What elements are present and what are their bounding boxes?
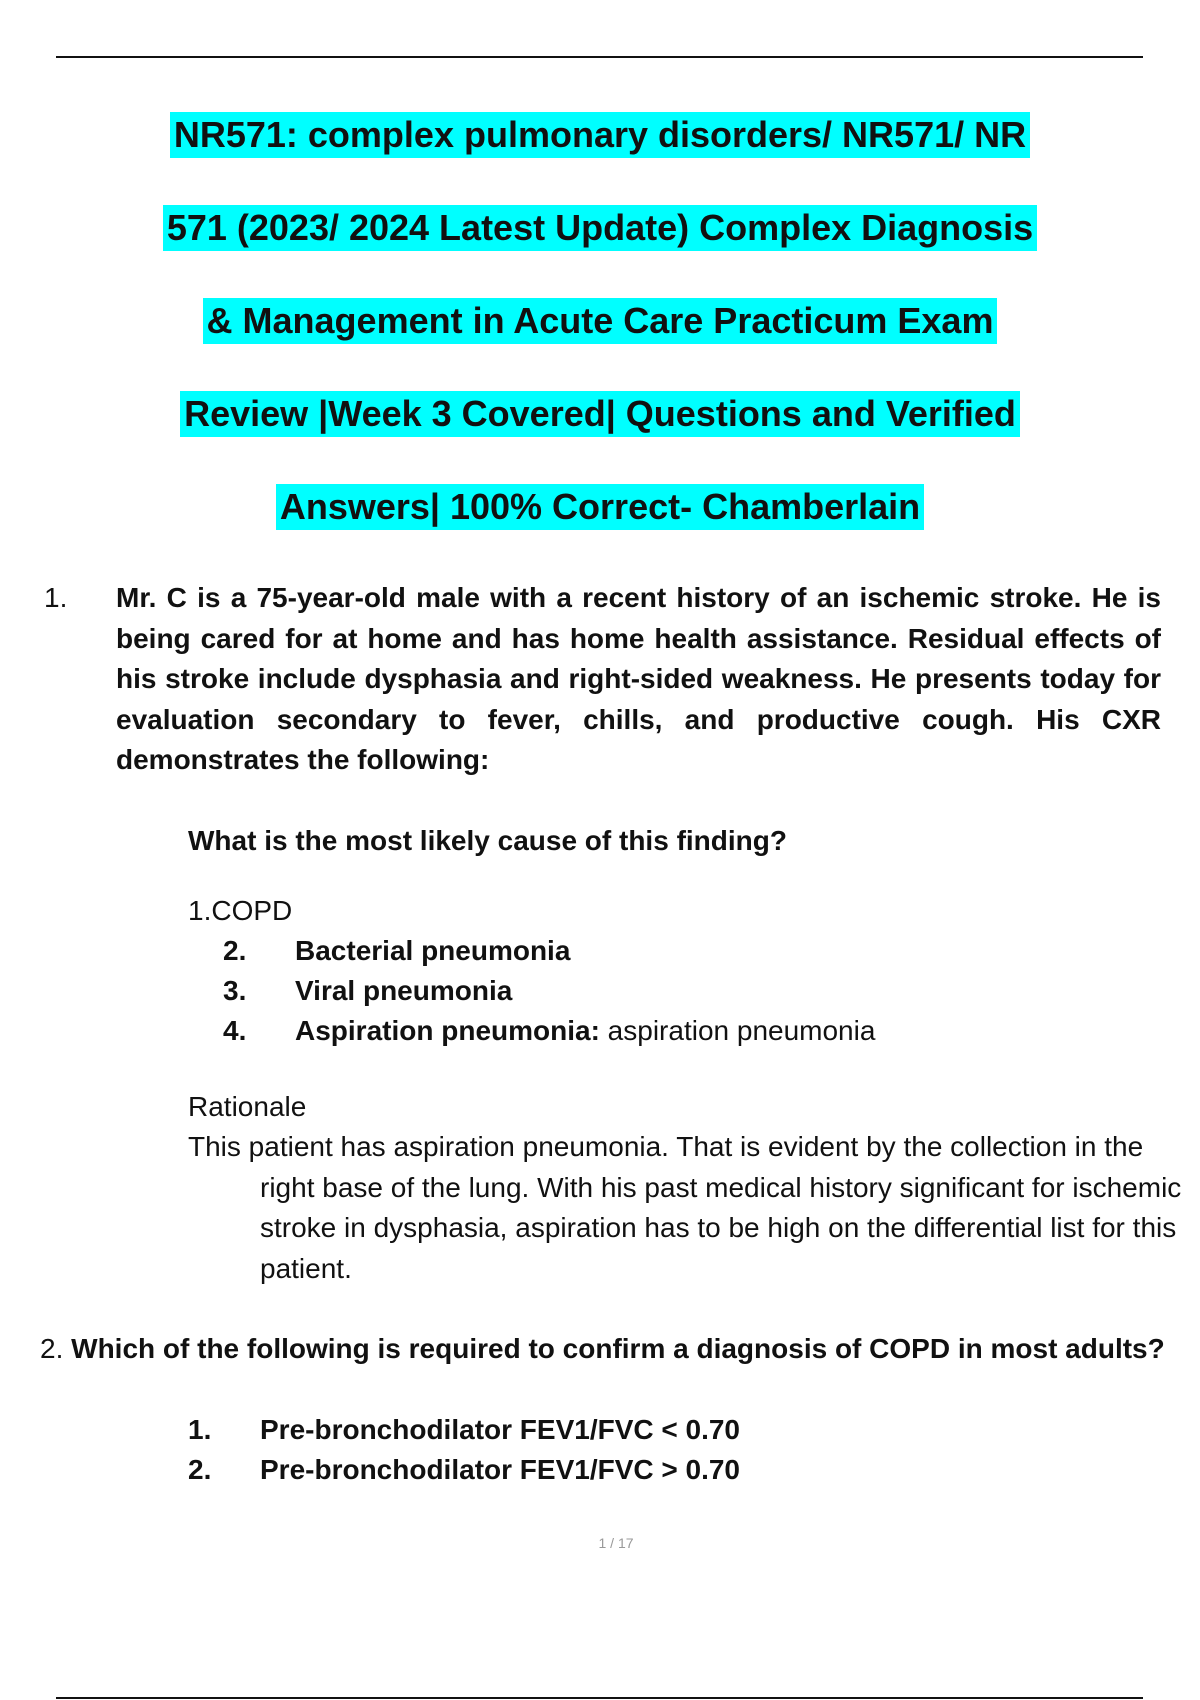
question-prompt: What is the most likely cause of this finding?: [188, 825, 787, 856]
title-line: & Management in Acute Care Practicum Exam: [60, 298, 1140, 391]
question-number: 1.: [44, 582, 68, 613]
title-line: Review |Week 3 Covered| Questions and Verified: [60, 391, 1140, 484]
question-number: 2.: [40, 1333, 64, 1364]
top-rule: [56, 56, 1143, 58]
question-stem: Mr. C is a 75-year-old male with a recent history of an ischemic stroke. He is being cared for at home and has home health assistance. Residual effects of his stroke include dysphasia and right-sided weakness. He presents today for evaluation secondary to fever, chills, and productive cough. His CXR demonstrates the following:: [116, 582, 1161, 775]
answer-option: 1.COPD: [188, 895, 293, 926]
document-title: [60, 112, 1140, 577]
question-stem: 2. Which of the following is required to confirm a diagnosis of COPD in most adults?: [40, 1333, 1165, 1364]
title-line: 571 (2023/ 2024 Latest Update) Complex Diagnosis: [60, 205, 1140, 298]
page-indicator: 1 / 17: [598, 1535, 634, 1551]
title-line: NR571: complex pulmonary disorders/ NR571/ NR: [60, 112, 1140, 205]
rationale-heading: Rationale: [188, 1091, 307, 1122]
title-line: Answers| 100% Correct- Chamberlain: [60, 484, 1140, 577]
answer-option: 1. Pre-bronchodilator FEV1/FVC < 0.70: [188, 1414, 741, 1445]
answer-option: 2. Pre-bronchodilator FEV1/FVC > 0.70: [188, 1454, 741, 1485]
rationale-text: This patient has aspiration pneumonia. That is evident by the collection in the right base of the lung. With his past medical history significant for ischemic stroke in dysphasia, aspiration has to be high on the differential list for this patient.: [188, 1131, 1182, 1284]
answer-text: aspiration pneumonia: [599, 1015, 876, 1046]
answer-option: 2. Bacterial pneumonia: [223, 935, 571, 966]
bottom-rule: [56, 1697, 1143, 1699]
answer-option-correct: 4. Aspiration pneumonia: aspiration pneumonia: [223, 1015, 876, 1046]
answer-option: 3. Viral pneumonia: [223, 975, 513, 1006]
